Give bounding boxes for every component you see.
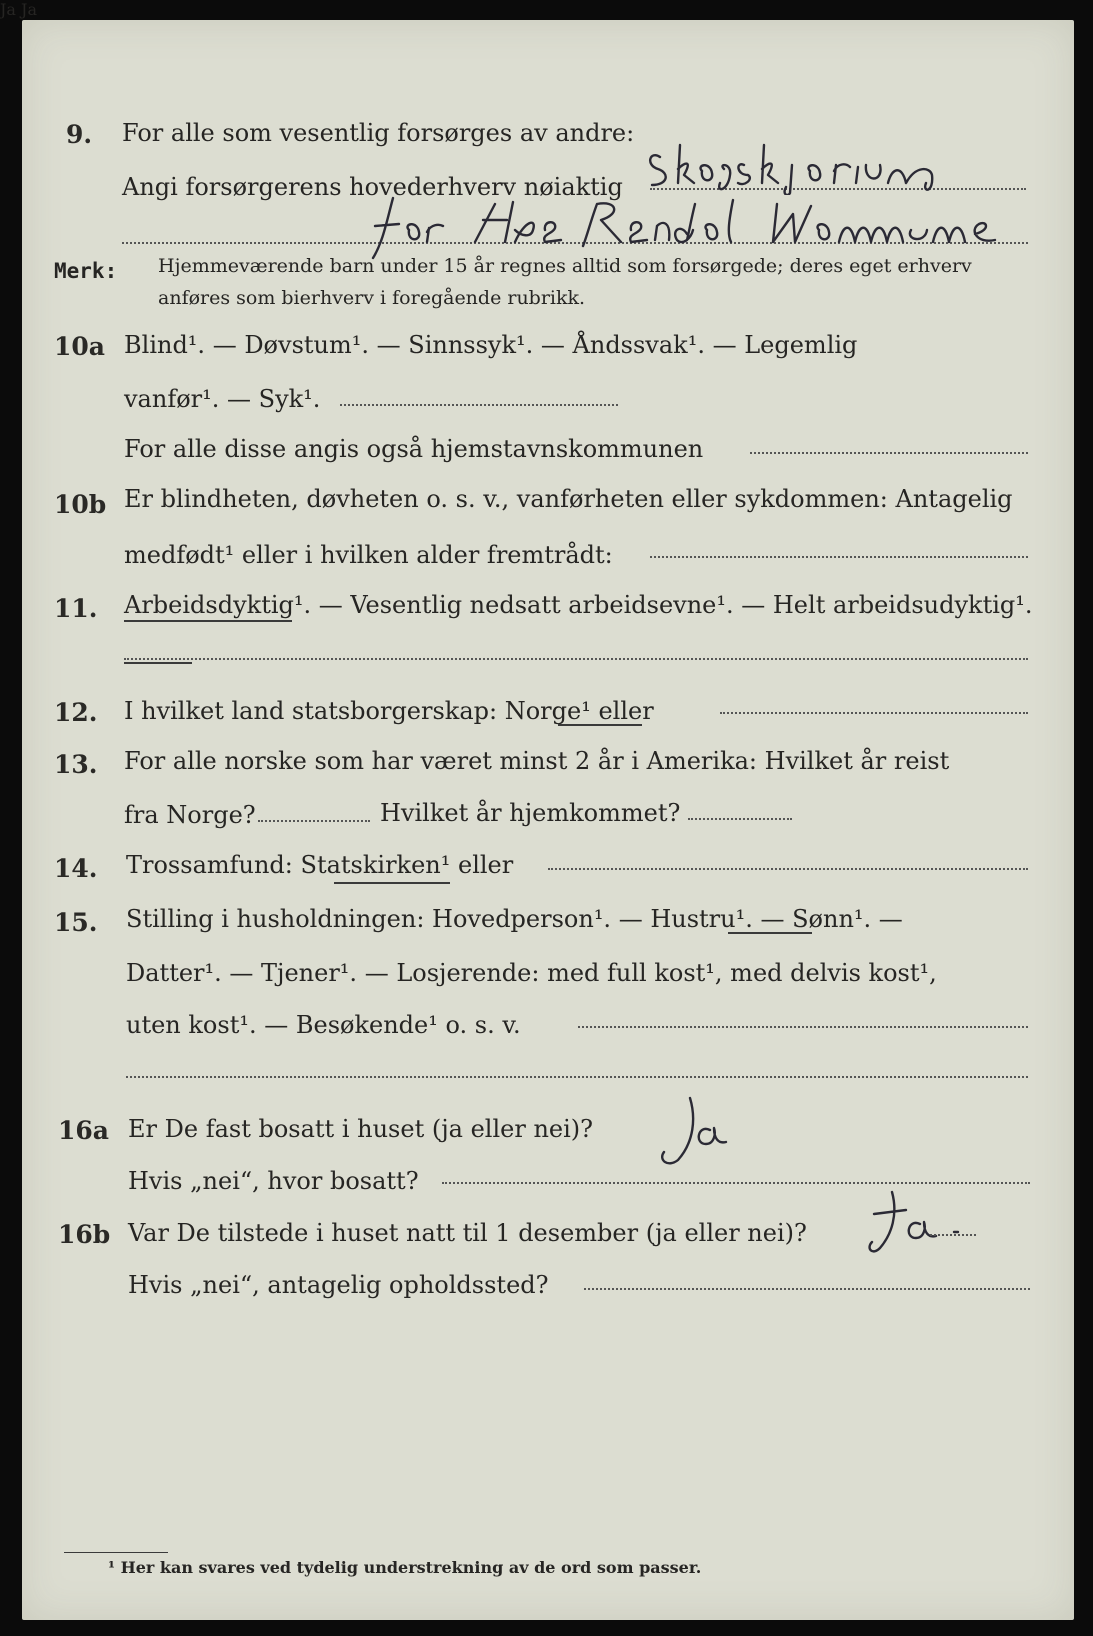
answer-line-10b [650,556,1028,558]
question-9-line1: For alle som vesentlig forsørges av andre: [122,119,635,147]
answer-line-13-hjemkommet [688,818,792,820]
question-13-line2b: Hvilket år hjemkommet? [380,799,681,827]
question-10a-line1: Blind¹. — Døvstum¹. — Sinnssyk¹. — Åndssvak¹. — Legemlig [124,331,858,359]
question-13-line1: For alle norske som har været minst 2 år i Amerika: Hvilket år reist [124,747,950,775]
question-15-line2: Datter¹. — Tjener¹. — Losjerende: med full kost¹, med delvis kost¹, [126,959,937,987]
question-13-line2a: fra Norge? [124,801,256,829]
underline-statskirken [334,882,450,884]
answer-line-10a-syk [340,404,618,406]
question-15-line1: Stilling i husholdningen: Hovedperson¹. — Hustru¹. — Sønn¹. — [126,905,903,933]
answer-line-10a-hjemstavn [750,452,1028,454]
question-11-line1: Arbeidsdyktig¹. — Vesentlig nedsatt arbeidsevne¹. — Helt arbeidsudyktig¹. [124,591,1033,619]
question-10a-line2: vanfør¹. — Syk¹. [124,385,321,413]
answer-line-13-reist [258,820,370,822]
question-15-number: 15. [54,908,98,937]
handwritten-answer-16a-ja [650,1090,760,1170]
question-10b-line1: Er blindheten, døvheten o. s. v., vanførheten eller sykdommen: Antagelig [124,485,1013,513]
question-9-line2: Angi forsørgerens hovederhverv nøiaktig [122,173,623,201]
answer-line-12 [720,712,1028,714]
question-12-number: 12. [54,698,98,727]
answer-line-15a [578,1026,1028,1028]
question-16a-line2: Hvis „nei“, hvor bosatt? [128,1167,419,1195]
question-13-number: 13. [54,750,98,779]
question-12-line1: I hvilket land statsborgerskap: Norge¹ eller [124,697,654,725]
question-9-number: 9. [66,120,93,149]
underline-hustru [728,932,812,934]
question-11-number: 11. [54,594,98,623]
merk-label: Merk: [54,259,118,283]
footnote-separator [64,1552,168,1553]
question-16b-line2: Hvis „nei“, antagelig opholdssted? [128,1271,549,1299]
underline-arbeidsdyktig [124,620,292,622]
handwritten-answer-16b-ja [862,1184,972,1264]
answer-line-14 [548,868,1028,870]
answer-line-11-solid [124,662,192,664]
question-15-line3: uten kost¹. — Besøkende¹ o. s. v. [126,1011,521,1039]
handwritten-occupation-line2 [365,190,1035,260]
footnote-text: ¹ Her kan svares ved tydelig understrekning av de ord som passer. [108,1558,702,1577]
question-10b-line2: medfødt¹ eller i hvilken alder fremtrådt: [124,541,613,569]
question-14-number: 14. [54,854,98,883]
question-14-line1: Trossamfund: Statskirken¹ eller [126,851,514,879]
question-10b-number: 10b [54,490,107,519]
merk-line1: Hjemmeværende barn under 15 år regnes alltid som forsørgede; deres eget erhverv [158,255,972,277]
question-16a-line1: Er De fast bosatt i huset (ja eller nei)? [128,1115,594,1143]
merk-line2: anføres som bierhverv i foregående rubrikk. [158,287,586,309]
answer-line-15b [126,1076,1028,1078]
handwritten-occupation-line1 [640,135,1000,195]
question-16b-number: 16b [58,1220,111,1249]
answer-line-11 [124,658,1028,660]
question-10a-line3: For alle disse angis også hjemstavnskommunen [124,435,704,463]
underline-norge [558,724,642,726]
answer-line-16b-b [584,1288,1030,1290]
question-16b-line1: Var De tilstede i huset natt til 1 desember (ja eller nei)? [128,1219,807,1247]
question-10a-number: 10a [54,332,105,361]
answer-line-16b-a [930,1234,976,1236]
question-16a-number: 16a [58,1116,109,1145]
